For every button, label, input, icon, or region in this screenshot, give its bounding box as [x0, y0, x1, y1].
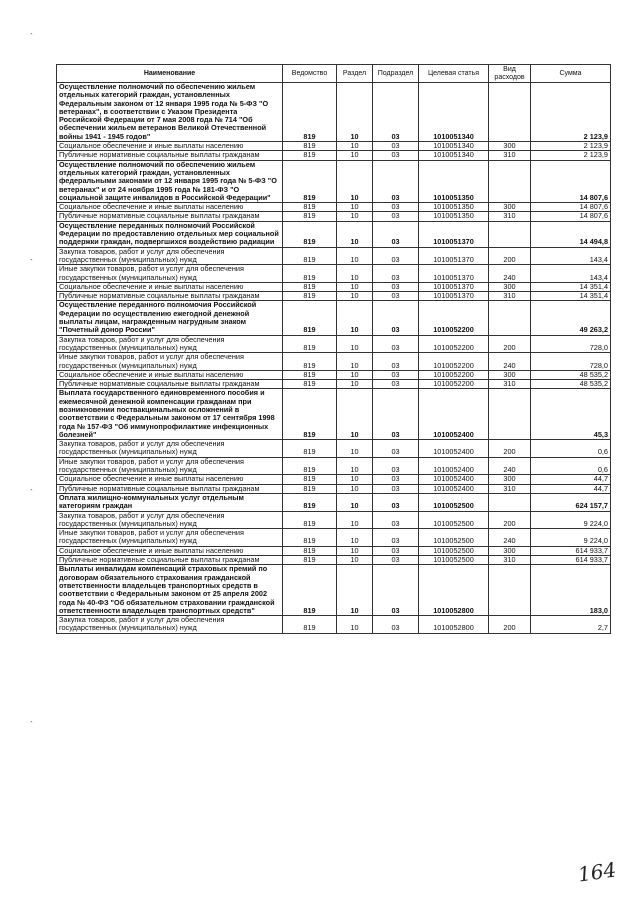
cell-dept: 819: [283, 265, 337, 283]
header-subsection: Подраздел: [373, 65, 419, 83]
cell-section: 10: [337, 265, 373, 283]
cell-article: 1010052800: [419, 616, 489, 634]
cell-section: 10: [337, 203, 373, 212]
cell-dept: 819: [283, 493, 337, 511]
cell-section: 10: [337, 221, 373, 247]
cell-section: 10: [337, 282, 373, 291]
cell-article: 1010052400: [419, 440, 489, 458]
cell-article: 1010052500: [419, 556, 489, 565]
cell-exp-type: 310: [489, 380, 531, 389]
cell-amount: 183,0: [531, 565, 611, 616]
cell-amount: 2,7: [531, 616, 611, 634]
cell-amount: 14 494,8: [531, 221, 611, 247]
cell-section: 10: [337, 511, 373, 529]
cell-article: 1010052200: [419, 380, 489, 389]
cell-dept: 819: [283, 160, 337, 202]
table-row: [57, 221, 611, 247]
cell-dept: 819: [283, 511, 337, 529]
cell-exp-type: [489, 493, 531, 511]
cell-subsection: 03: [373, 160, 419, 202]
cell-section: 10: [337, 212, 373, 221]
table-row: [57, 484, 611, 493]
cell-exp-type: 240: [489, 457, 531, 475]
cell-name: Социальное обеспечение и иные выплаты населению: [57, 142, 283, 151]
cell-name: Осуществление переданных полномочий Российской Федерации по предоставлению отдельных мер социальной поддержки граждан, подвергшихся воздействию радиации: [57, 221, 283, 247]
table-row: [57, 151, 611, 160]
table-row: [57, 616, 611, 634]
cell-section: 10: [337, 616, 373, 634]
cell-section: 10: [337, 301, 373, 335]
cell-section: 10: [337, 389, 373, 440]
cell-amount: 614 933,7: [531, 546, 611, 555]
cell-subsection: 03: [373, 301, 419, 335]
table-row: [57, 160, 611, 202]
cell-subsection: 03: [373, 389, 419, 440]
page-number: 164: [576, 857, 618, 887]
cell-exp-type: 310: [489, 292, 531, 301]
header-article: Целевая статья: [419, 65, 489, 83]
cell-section: 10: [337, 556, 373, 565]
cell-name: Иные закупки товаров, работ и услуг для обеспечения государственных (муниципальных) нужд: [57, 529, 283, 547]
cell-name: Социальное обеспечение и иные выплаты населению: [57, 546, 283, 555]
cell-exp-type: [489, 83, 531, 142]
table-row: [57, 292, 611, 301]
table-row: [57, 440, 611, 458]
cell-exp-type: 300: [489, 370, 531, 379]
cell-name: Социальное обеспечение и иные выплаты населению: [57, 370, 283, 379]
cell-subsection: 03: [373, 457, 419, 475]
cell-dept: 819: [283, 556, 337, 565]
cell-name: Социальное обеспечение и иные выплаты населению: [57, 282, 283, 291]
cell-dept: 819: [283, 151, 337, 160]
cell-exp-type: 240: [489, 353, 531, 371]
cell-name: Выплата государственного единовременного пособия и ежемесячной денежной компенсации гражданам при возникновении поствакцинальных осложнений в соответствии с Федеральным законом от 17 сентября 1998 года № 157-ФЗ "Об иммунопрофилактике инфекционных болезней": [57, 389, 283, 440]
cell-dept: 819: [283, 389, 337, 440]
table-row: [57, 353, 611, 371]
cell-amount: 48 535,2: [531, 370, 611, 379]
cell-name: Иные закупки товаров, работ и услуг для обеспечения государственных (муниципальных) нужд: [57, 265, 283, 283]
cell-amount: 728,0: [531, 335, 611, 353]
cell-subsection: 03: [373, 212, 419, 221]
cell-section: 10: [337, 565, 373, 616]
cell-section: 10: [337, 457, 373, 475]
cell-amount: 2 123,9: [531, 142, 611, 151]
cell-exp-type: 300: [489, 475, 531, 484]
cell-article: 1010052500: [419, 511, 489, 529]
budget-table: [56, 64, 611, 634]
cell-amount: 624 157,7: [531, 493, 611, 511]
cell-dept: 819: [283, 212, 337, 221]
cell-amount: 728,0: [531, 353, 611, 371]
cell-exp-type: 240: [489, 529, 531, 547]
cell-section: 10: [337, 475, 373, 484]
cell-dept: 819: [283, 247, 337, 265]
table-row: [57, 282, 611, 291]
table-row: [57, 493, 611, 511]
cell-subsection: 03: [373, 556, 419, 565]
cell-dept: 819: [283, 203, 337, 212]
cell-section: 10: [337, 380, 373, 389]
header-exp-type: Вид расходов: [489, 65, 531, 83]
cell-exp-type: 200: [489, 616, 531, 634]
header-amount: Сумма: [531, 65, 611, 83]
cell-subsection: 03: [373, 151, 419, 160]
cell-dept: 819: [283, 370, 337, 379]
cell-article: 1010051340: [419, 142, 489, 151]
cell-exp-type: 200: [489, 335, 531, 353]
cell-subsection: 03: [373, 616, 419, 634]
cell-subsection: 03: [373, 475, 419, 484]
cell-subsection: 03: [373, 265, 419, 283]
cell-exp-type: [489, 565, 531, 616]
cell-subsection: 03: [373, 493, 419, 511]
cell-article: 1010052400: [419, 475, 489, 484]
scan-mark: `: [30, 720, 33, 730]
cell-article: 1010051350: [419, 212, 489, 221]
cell-subsection: 03: [373, 529, 419, 547]
table-row: [57, 565, 611, 616]
cell-article: 1010051350: [419, 203, 489, 212]
cell-amount: 143,4: [531, 247, 611, 265]
cell-exp-type: 310: [489, 212, 531, 221]
cell-name: Социальное обеспечение и иные выплаты населению: [57, 475, 283, 484]
table-row: [57, 511, 611, 529]
table-row: [57, 475, 611, 484]
cell-name: Закупка товаров, работ и услуг для обеспечения государственных (муниципальных) нужд: [57, 247, 283, 265]
cell-name: Закупка товаров, работ и услуг для обеспечения государственных (муниципальных) нужд: [57, 616, 283, 634]
cell-subsection: 03: [373, 484, 419, 493]
cell-exp-type: 200: [489, 247, 531, 265]
cell-article: 1010051370: [419, 265, 489, 283]
table-row: [57, 247, 611, 265]
cell-name: Осуществление полномочий по обеспечению жильем отдельных категорий граждан, установленных Федеральным законом от 12 января 1995 года № 5-ФЗ "О ветеранах", в соответствии с Указом Президента Российской Федерации от 7 мая 2008 года № 714 "Об обеспечении жильем ветеранов Великой Отечественной войны 1941 - 1945 годов": [57, 83, 283, 142]
cell-exp-type: 310: [489, 556, 531, 565]
cell-subsection: 03: [373, 142, 419, 151]
table-row: [57, 556, 611, 565]
cell-subsection: 03: [373, 247, 419, 265]
cell-section: 10: [337, 493, 373, 511]
cell-article: 1010052200: [419, 335, 489, 353]
cell-section: 10: [337, 529, 373, 547]
cell-section: 10: [337, 546, 373, 555]
cell-article: 1010052500: [419, 529, 489, 547]
cell-dept: 819: [283, 546, 337, 555]
cell-name: Публичные нормативные социальные выплаты гражданам: [57, 292, 283, 301]
table-row: [57, 265, 611, 283]
table-row: [57, 335, 611, 353]
cell-subsection: 03: [373, 440, 419, 458]
cell-article: 1010052200: [419, 301, 489, 335]
cell-amount: 0,6: [531, 440, 611, 458]
cell-subsection: 03: [373, 292, 419, 301]
cell-subsection: 03: [373, 353, 419, 371]
table-row: [57, 83, 611, 142]
cell-article: 1010051340: [419, 83, 489, 142]
cell-amount: 44,7: [531, 475, 611, 484]
cell-subsection: 03: [373, 83, 419, 142]
cell-amount: 143,4: [531, 265, 611, 283]
cell-name: Осуществление переданного полномочия Российской Федерации по осуществлению ежегодной денежной выплаты лицам, награжденным нагрудным знаком "Почетный донор России": [57, 301, 283, 335]
cell-subsection: 03: [373, 565, 419, 616]
cell-article: 1010052200: [419, 353, 489, 371]
cell-dept: 819: [283, 353, 337, 371]
cell-subsection: 03: [373, 511, 419, 529]
cell-amount: 2 123,9: [531, 151, 611, 160]
cell-subsection: 03: [373, 221, 419, 247]
cell-article: 1010051370: [419, 292, 489, 301]
cell-article: 1010052500: [419, 546, 489, 555]
cell-article: 1010051370: [419, 247, 489, 265]
cell-section: 10: [337, 484, 373, 493]
cell-section: 10: [337, 160, 373, 202]
table-row: [57, 301, 611, 335]
cell-exp-type: 300: [489, 282, 531, 291]
cell-amount: 9 224,0: [531, 511, 611, 529]
cell-name: Иные закупки товаров, работ и услуг для обеспечения государственных (муниципальных) нужд: [57, 353, 283, 371]
cell-article: 1010052400: [419, 484, 489, 493]
cell-exp-type: 240: [489, 265, 531, 283]
scan-mark: `: [30, 32, 33, 42]
cell-name: Закупка товаров, работ и услуг для обеспечения государственных (муниципальных) нужд: [57, 440, 283, 458]
cell-name: Публичные нормативные социальные выплаты гражданам: [57, 212, 283, 221]
header-section: Раздел: [337, 65, 373, 83]
scan-mark: `: [30, 488, 33, 498]
table-row: [57, 546, 611, 555]
table-header-row: [57, 65, 611, 83]
cell-name: Публичные нормативные социальные выплаты гражданам: [57, 556, 283, 565]
cell-section: 10: [337, 353, 373, 371]
cell-amount: 14 351,4: [531, 282, 611, 291]
cell-article: 1010052200: [419, 370, 489, 379]
cell-article: 1010051350: [419, 160, 489, 202]
table-row: [57, 142, 611, 151]
cell-amount: 0,6: [531, 457, 611, 475]
cell-dept: 819: [283, 440, 337, 458]
cell-amount: 45,3: [531, 389, 611, 440]
table-row: [57, 380, 611, 389]
cell-name: Выплаты инвалидам компенсаций страховых премий по договорам обязательного страхования гражданской ответственности владельцев транспортных средств в соответствии с Федеральным законом от 25 апреля 2002 года № 40-ФЗ "Об обязательном страховании гражданской ответственности владельцев транспортных средств": [57, 565, 283, 616]
cell-amount: 14 351,4: [531, 292, 611, 301]
cell-dept: 819: [283, 301, 337, 335]
cell-section: 10: [337, 292, 373, 301]
cell-dept: 819: [283, 484, 337, 493]
cell-article: 1010052400: [419, 457, 489, 475]
cell-exp-type: [489, 389, 531, 440]
table-row: [57, 212, 611, 221]
cell-amount: 614 933,7: [531, 556, 611, 565]
cell-dept: 819: [283, 475, 337, 484]
cell-subsection: 03: [373, 380, 419, 389]
cell-dept: 819: [283, 292, 337, 301]
cell-subsection: 03: [373, 203, 419, 212]
cell-dept: 819: [283, 457, 337, 475]
scan-mark: `: [30, 258, 33, 268]
cell-dept: 819: [283, 529, 337, 547]
cell-amount: 44,7: [531, 484, 611, 493]
table-row: [57, 389, 611, 440]
cell-name: Публичные нормативные социальные выплаты гражданам: [57, 484, 283, 493]
cell-subsection: 03: [373, 370, 419, 379]
cell-section: 10: [337, 247, 373, 265]
cell-subsection: 03: [373, 335, 419, 353]
cell-name: Публичные нормативные социальные выплаты гражданам: [57, 380, 283, 389]
header-name: Наименование: [57, 65, 283, 83]
cell-amount: 14 807,6: [531, 203, 611, 212]
cell-section: 10: [337, 151, 373, 160]
cell-subsection: 03: [373, 546, 419, 555]
cell-article: 1010051340: [419, 151, 489, 160]
header-dept: Ведомство: [283, 65, 337, 83]
cell-name: Закупка товаров, работ и услуг для обеспечения государственных (муниципальных) нужд: [57, 335, 283, 353]
cell-exp-type: [489, 160, 531, 202]
table-row: [57, 529, 611, 547]
cell-amount: 2 123,9: [531, 83, 611, 142]
cell-amount: 48 535,2: [531, 380, 611, 389]
cell-exp-type: [489, 301, 531, 335]
cell-exp-type: 300: [489, 546, 531, 555]
cell-subsection: 03: [373, 282, 419, 291]
cell-amount: 14 807,6: [531, 160, 611, 202]
cell-name: Иные закупки товаров, работ и услуг для обеспечения государственных (муниципальных) нужд: [57, 457, 283, 475]
cell-exp-type: [489, 221, 531, 247]
cell-article: 1010051370: [419, 221, 489, 247]
cell-name: Социальное обеспечение и иные выплаты населению: [57, 203, 283, 212]
cell-name: Закупка товаров, работ и услуг для обеспечения государственных (муниципальных) нужд: [57, 511, 283, 529]
cell-exp-type: 300: [489, 142, 531, 151]
cell-section: 10: [337, 83, 373, 142]
cell-dept: 819: [283, 142, 337, 151]
cell-name: Осуществление полномочий по обеспечению жильем отдельных категорий граждан, установленных федеральными законами от 12 января 1995 года № 5-ФЗ "О ветеранах" и от 24 ноября 1995 года № 181-ФЗ "О социальной защите инвалидов в Российской Федерации": [57, 160, 283, 202]
table-row: [57, 203, 611, 212]
cell-dept: 819: [283, 83, 337, 142]
cell-exp-type: 300: [489, 203, 531, 212]
cell-article: 1010052500: [419, 493, 489, 511]
cell-dept: 819: [283, 616, 337, 634]
cell-section: 10: [337, 370, 373, 379]
cell-exp-type: 200: [489, 511, 531, 529]
cell-name: Публичные нормативные социальные выплаты гражданам: [57, 151, 283, 160]
cell-section: 10: [337, 335, 373, 353]
cell-article: 1010052800: [419, 565, 489, 616]
cell-amount: 49 263,2: [531, 301, 611, 335]
cell-section: 10: [337, 142, 373, 151]
table-row: [57, 457, 611, 475]
table-row: [57, 370, 611, 379]
cell-exp-type: 200: [489, 440, 531, 458]
cell-article: 1010051370: [419, 282, 489, 291]
cell-section: 10: [337, 440, 373, 458]
cell-dept: 819: [283, 565, 337, 616]
cell-dept: 819: [283, 221, 337, 247]
cell-amount: 9 224,0: [531, 529, 611, 547]
cell-dept: 819: [283, 380, 337, 389]
cell-name: Оплата жилищно-коммунальных услуг отдельным категориям граждан: [57, 493, 283, 511]
cell-exp-type: 310: [489, 484, 531, 493]
cell-article: 1010052400: [419, 389, 489, 440]
cell-exp-type: 310: [489, 151, 531, 160]
cell-amount: 14 807,6: [531, 212, 611, 221]
cell-dept: 819: [283, 282, 337, 291]
cell-dept: 819: [283, 335, 337, 353]
